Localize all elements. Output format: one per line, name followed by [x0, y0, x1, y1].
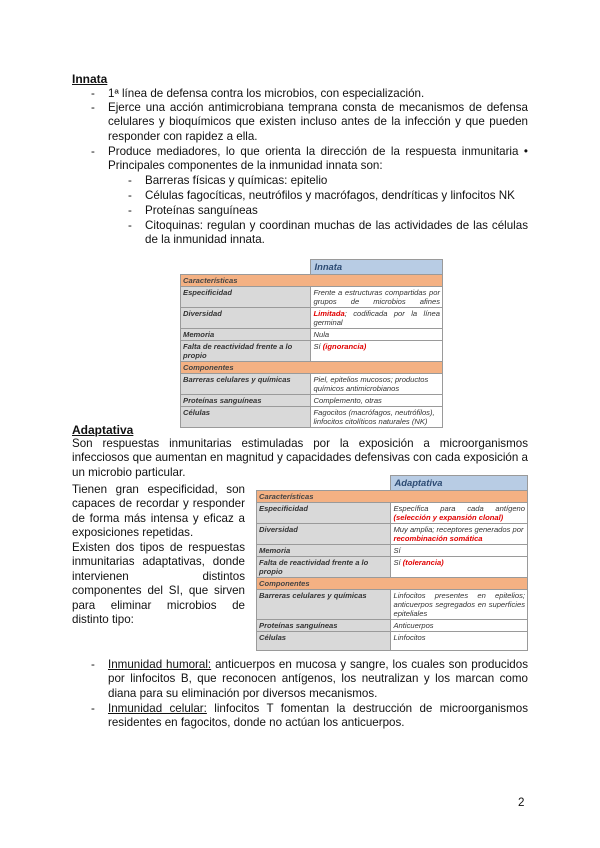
term-description: linfocitos T fomentan la destrucción de microorganismos residentes en fagocitos, donde no actúan los anticuerpos.: [108, 702, 528, 730]
row-label: Falta de reactividad frente a lo propio: [181, 341, 311, 362]
row-value: [391, 503, 528, 524]
adaptativa-paragraph-2: Existen dos tipos de respuestas inmunitarias adaptativas, donde intervienen distintos componentes del SI, que sirven para eliminar microbios de distinto tipo:: [72, 541, 245, 627]
bullet-dash: -: [91, 101, 95, 114]
table-column-header: Innata: [311, 260, 443, 275]
table-section-row: [257, 578, 528, 590]
row-label: Proteínas sanguíneas: [257, 620, 391, 632]
term-description: anticuerpos en mucosa y sangre, los cuales son producidos por linfocitos B, que reconocen antígenos, los neutralizan y los marcan como diana para su eliminación por diversos mecanismos.: [108, 658, 528, 700]
row-value: [391, 524, 528, 545]
page-number: 2: [518, 796, 525, 809]
bullet-dash: -: [91, 658, 95, 671]
value-text: Específica para cada antígeno: [393, 504, 525, 513]
row-value: [391, 557, 528, 578]
innata-subbullet-4: Citoquinas: regulan y coordinan muchas de las actividades de las células de la inmunidad innata.: [145, 219, 528, 247]
row-value: Complemento, otras: [311, 395, 443, 407]
row-value: Nula: [311, 329, 443, 341]
table-row: [257, 557, 528, 578]
table-header-row: [181, 260, 443, 275]
row-label: Barreras celulares y químicas: [181, 374, 311, 395]
highlight-text: (ignorancia): [322, 342, 367, 351]
inmunidad-celular-item: [108, 702, 528, 731]
table-row: [181, 374, 443, 395]
row-label: Falta de reactividad frente a lo propio: [257, 557, 391, 578]
row-label: Células: [181, 407, 311, 428]
term-label: Inmunidad humoral:: [108, 658, 212, 671]
section-label: Componentes: [257, 578, 528, 590]
innata-bullet-2: Ejerce una acción antimicrobiana temprana consta de mecanismos de defensa celulares y bioquímicos que existen incluso antes de la infección y que pueden responder con rapidez a ella.: [108, 101, 528, 143]
innata-bullet-3: Produce mediadores, lo que orienta la dirección de la respuesta inmunitaria • Principales componentes de la inmunidad innata son:: [108, 145, 528, 173]
row-value: Sí: [391, 545, 528, 557]
table-row: [181, 341, 443, 362]
inmunidad-humoral-item: [108, 658, 528, 701]
table-row: [257, 503, 528, 524]
table-row: [257, 545, 528, 557]
table-row: [257, 632, 528, 651]
innata-comparison-table: [180, 259, 443, 428]
adaptativa-intro: Son respuestas inmunitarias estimuladas por la exposición a microorganismos infecciosos que aumentan en magnitud y capacidades defensivas con cada exposición a un microbio particular.: [72, 437, 528, 479]
row-label: Células: [257, 632, 391, 651]
row-label: Especificidad: [257, 503, 391, 524]
section-heading-innata: Innata: [72, 72, 108, 86]
bullet-dash: -: [128, 174, 132, 187]
row-value: Linfocitos presentes en epitelios; anticuerpos segregados en superficies epiteliales: [391, 590, 528, 620]
section-heading-adaptativa: Adaptativa: [72, 423, 134, 437]
table-row: [181, 407, 443, 428]
row-value: [311, 341, 443, 362]
row-label: Memoria: [257, 545, 391, 557]
innata-bullet-1: 1ª línea de defensa contra los microbios, con especialización.: [108, 87, 425, 100]
row-value: Frente a estructuras compartidas por grupos de microbios afines: [311, 287, 443, 308]
table-section-row: [181, 362, 443, 374]
table-section-row: [181, 275, 443, 287]
adaptativa-comparison-table: [256, 475, 528, 651]
table-row: [257, 524, 528, 545]
bullet-dash: -: [91, 87, 95, 100]
innata-subbullet-2: Células fagocíticas, neutrófilos y macrófagos, dendríticas y linfocitos NK: [145, 189, 515, 202]
table-row: [181, 395, 443, 407]
table-section-row: [257, 491, 528, 503]
table-row: [257, 590, 528, 620]
highlight-text: (tolerancia): [402, 558, 444, 567]
value-text: ; codificada por la línea germinal: [313, 309, 440, 327]
section-label: Componentes: [181, 362, 443, 374]
bullet-dash: -: [91, 145, 95, 158]
bullet-dash: -: [128, 189, 132, 202]
row-label: Especificidad: [181, 287, 311, 308]
highlight-text: (selección y expansión clonal): [393, 513, 504, 522]
table-column-header: Adaptativa: [391, 476, 528, 491]
bullet-dash: -: [91, 702, 95, 715]
row-value: Linfocitos: [391, 632, 528, 651]
highlight-text: Limitada: [313, 309, 345, 318]
innata-subbullet-1: Barreras físicas y químicas: epitelio: [145, 174, 328, 187]
term-label: Inmunidad celular:: [108, 702, 207, 715]
table-row: [257, 620, 528, 632]
highlight-text: recombinación somática: [393, 534, 483, 543]
section-label: Características: [181, 275, 443, 287]
row-label: Barreras celulares y químicas: [257, 590, 391, 620]
table-row: [181, 329, 443, 341]
bullet-dash: -: [128, 219, 132, 232]
table-header-row: [257, 476, 528, 491]
row-label: Memoria: [181, 329, 311, 341]
row-value: Piel, epitelios mucosos; productos químicos antimicrobianos: [311, 374, 443, 395]
bullet-dash: -: [128, 204, 132, 217]
row-label: Proteínas sanguíneas: [181, 395, 311, 407]
table-row: [181, 308, 443, 329]
adaptativa-paragraph-1: Tienen gran especificidad, son capaces de recordar y responder de forma más intensa y eficaz a exposiciones repetidas.: [72, 483, 245, 540]
row-label: Diversidad: [181, 308, 311, 329]
row-value: Anticuerpos: [391, 620, 528, 632]
table-row: [181, 287, 443, 308]
row-label: Diversidad: [257, 524, 391, 545]
value-text: Sí: [393, 558, 403, 567]
section-label: Características: [257, 491, 528, 503]
value-text: Sí: [313, 342, 323, 351]
row-value: Fagocitos (macrófagos, neutrófilos), linfocitos citolíticos naturales (NK): [311, 407, 443, 428]
row-value: [311, 308, 443, 329]
innata-subbullet-3: Proteínas sanguíneas: [145, 204, 258, 217]
value-text: Muy amplia; receptores generados por: [393, 525, 524, 534]
